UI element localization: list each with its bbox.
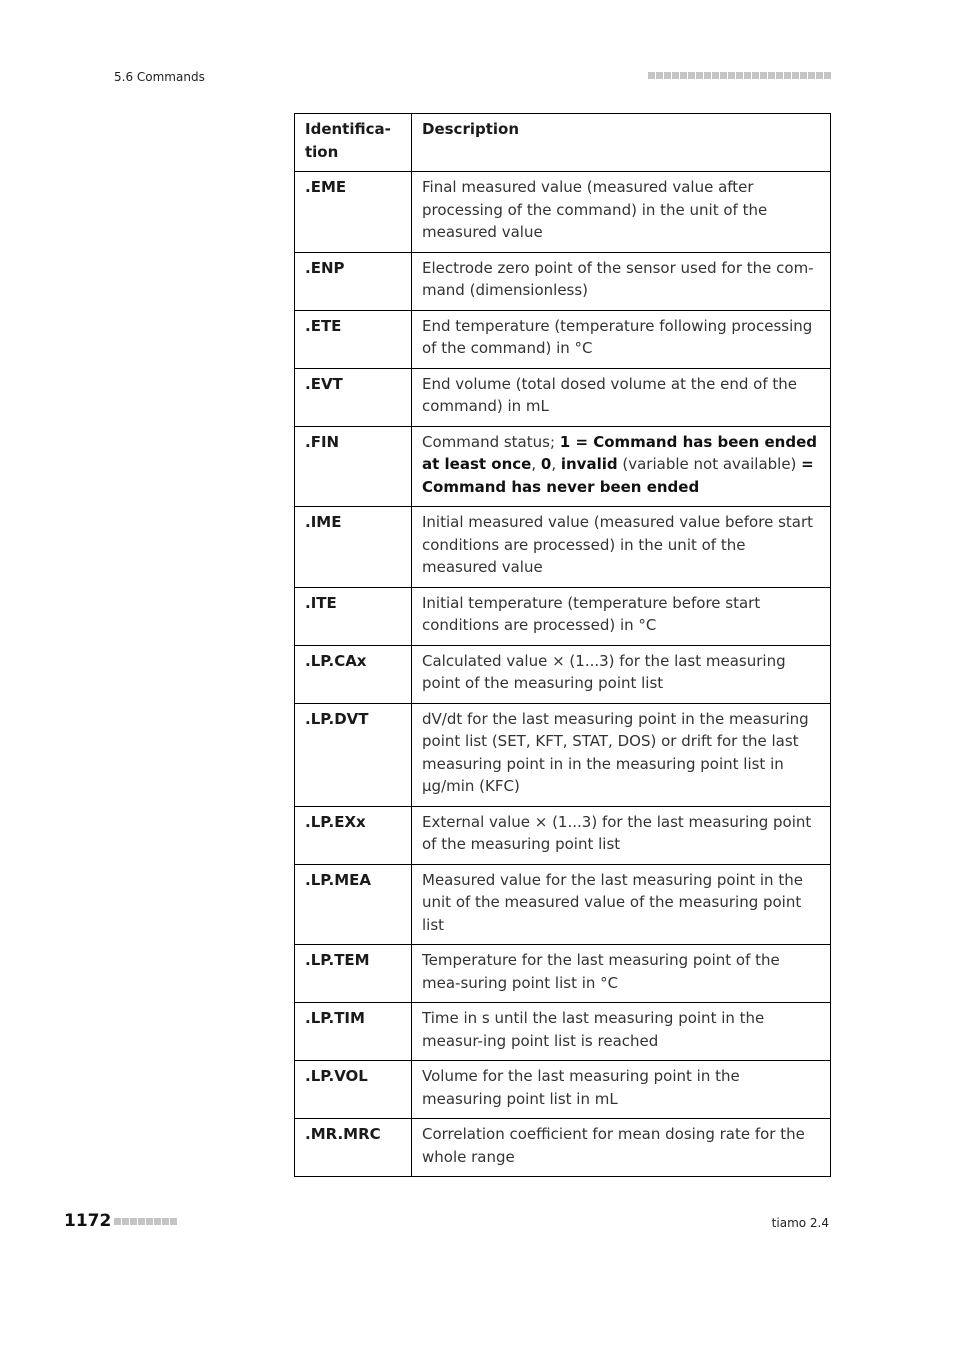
row-description: End volume (total dosed volume at the end of the command) in mL xyxy=(412,368,831,426)
table-row xyxy=(295,252,831,310)
row-description: Initial temperature (temperature before start conditions are processed) in °C xyxy=(412,587,831,645)
row-description: Final measured value (measured value after processing of the command) in the unit of the measured value xyxy=(412,172,831,253)
row-identification: .IME xyxy=(295,507,412,588)
row-identification: .LP.TEM xyxy=(295,945,412,1003)
row-identification: .LP.DVT xyxy=(295,703,412,806)
running-header-section: 5.6 Commands xyxy=(114,70,205,84)
row-description: Time in s until the last measuring point in the measur-ing point list is reached xyxy=(412,1003,831,1061)
row-identification: .EME xyxy=(295,172,412,253)
table-row xyxy=(295,172,831,253)
row-description: Volume for the last measuring point in the measuring point list in mL xyxy=(412,1061,831,1119)
column-header-identification: Identifica- tion xyxy=(295,114,412,172)
command-variables-table xyxy=(294,113,831,1177)
row-identification: .LP.VOL xyxy=(295,1061,412,1119)
row-description: Temperature for the last measuring point of the mea-suring point list in °C xyxy=(412,945,831,1003)
row-description: End temperature (temperature following processing of the command) in °C xyxy=(412,310,831,368)
row-identification: .ENP xyxy=(295,252,412,310)
table-row xyxy=(295,645,831,703)
table-row xyxy=(295,587,831,645)
row-description: Calculated value × (1...3) for the last measuring point of the measuring point list xyxy=(412,645,831,703)
row-identification: .FIN xyxy=(295,426,412,507)
footer-product-name: tiamo 2.4 xyxy=(771,1216,829,1230)
page-number: 1172 xyxy=(64,1211,112,1231)
row-identification: .LP.MEA xyxy=(295,864,412,945)
row-identification: .ITE xyxy=(295,587,412,645)
table-row xyxy=(295,864,831,945)
footer-decoration-squares xyxy=(114,1218,177,1225)
table-row xyxy=(295,1119,831,1177)
row-identification: .LP.EXx xyxy=(295,806,412,864)
row-identification: .LP.CAx xyxy=(295,645,412,703)
row-description: Measured value for the last measuring point in the unit of the measured value of the measuring point list xyxy=(412,864,831,945)
table-row xyxy=(295,806,831,864)
row-identification: .ETE xyxy=(295,310,412,368)
table-header-row xyxy=(295,114,831,172)
table-row xyxy=(295,310,831,368)
row-description: External value × (1...3) for the last measuring point of the measuring point list xyxy=(412,806,831,864)
row-identification: .LP.TIM xyxy=(295,1003,412,1061)
table-row xyxy=(295,507,831,588)
table-row xyxy=(295,703,831,806)
row-description: Initial measured value (measured value before start conditions are processed) in the unit of the measured value xyxy=(412,507,831,588)
table-row xyxy=(295,368,831,426)
row-identification: .EVT xyxy=(295,368,412,426)
table-row xyxy=(295,1003,831,1061)
column-header-description: Description xyxy=(412,114,831,172)
table-row xyxy=(295,945,831,1003)
table-row xyxy=(295,426,831,507)
row-description: Correlation coefficient for mean dosing rate for the whole range xyxy=(412,1119,831,1177)
row-description: Electrode zero point of the sensor used for the com-mand (dimensionless) xyxy=(412,252,831,310)
row-description: Command status; 1 = Command has been ended at least once, 0, invalid (variable not available) = Command has never been ended xyxy=(412,426,831,507)
row-description: dV/dt for the last measuring point in the measuring point list (SET, KFT, STAT, DOS) or drift for the last measuring point in in the measuring point list in µg/min (KFC) xyxy=(412,703,831,806)
header-decoration-squares xyxy=(648,72,831,79)
table-row xyxy=(295,1061,831,1119)
row-identification: .MR.MRC xyxy=(295,1119,412,1177)
